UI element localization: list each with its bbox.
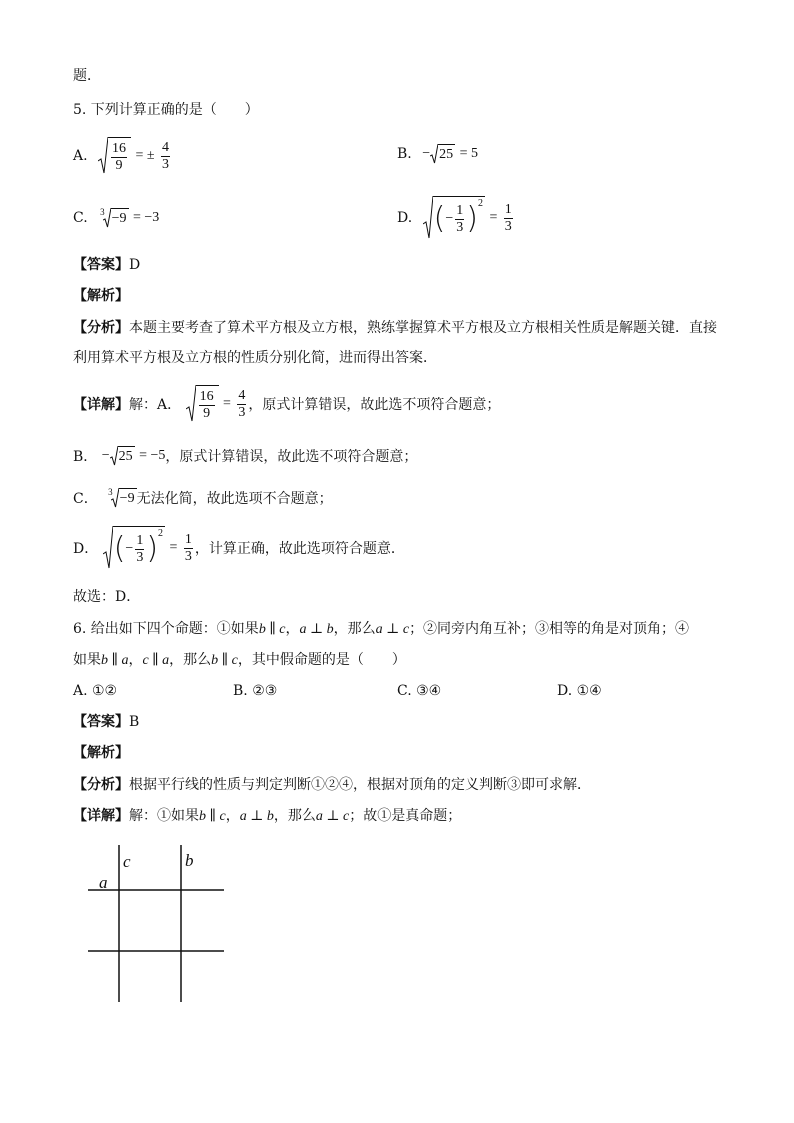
q5-option-b xyxy=(397,144,478,164)
radicand: −9 xyxy=(111,208,129,228)
label-b: b xyxy=(185,851,194,870)
sqrt xyxy=(110,446,135,466)
q5-option-a-letter: A. xyxy=(73,148,88,164)
q6-option-b: B. ②③ xyxy=(233,683,278,699)
detail-b-prefix: B． xyxy=(73,449,98,465)
math-a-perp-b: a ⊥ b xyxy=(299,622,334,637)
detail-b-text: ，原式计算错误，故此选不项符合题意； xyxy=(165,449,418,465)
eq: = xyxy=(223,396,231,411)
frac-den: 3 xyxy=(184,548,192,564)
answer-tag: 【答案】 xyxy=(73,714,129,730)
q5-detail-c xyxy=(73,488,333,508)
answer-tag: 【答案】 xyxy=(73,257,129,273)
frac-num: 4 xyxy=(238,387,246,403)
label-a: a xyxy=(99,873,108,892)
stem-text: 如果 xyxy=(73,652,101,668)
q5-fenxi-2: 利用算术平方根及立方根的性质分别化简，进而得出答案． xyxy=(73,350,437,366)
xiangjie-tag: 【详解】 xyxy=(73,808,129,824)
q5-option-c-rhs: = −3 xyxy=(132,210,160,225)
answer-value: B xyxy=(129,714,140,730)
rhs: = −5 xyxy=(139,448,166,463)
frac-num: 1 xyxy=(504,201,512,217)
detail-text: ；故①是真命题； xyxy=(349,808,462,824)
q5-detail-b xyxy=(73,446,417,466)
minus: − xyxy=(445,211,454,226)
label-c: c xyxy=(123,852,131,871)
q5-option-b-rhs: = 5 xyxy=(459,146,478,161)
frac-den: 3 xyxy=(456,219,464,235)
stem-text: ；②同旁内角互补；③相等的角是对顶角；④ xyxy=(409,621,690,637)
exponent: 2 xyxy=(477,197,483,209)
minus: − xyxy=(125,541,134,556)
sqrt: ( − $\frac{1}{3}$ ) 2 xyxy=(423,196,485,240)
q5-choose: 故选：D． xyxy=(73,589,141,605)
frac-den: 3 xyxy=(162,156,170,172)
eq: = xyxy=(169,540,178,555)
frac-num: 1 xyxy=(456,202,464,218)
math-b-parallel-c: b ∥ c xyxy=(258,622,286,637)
frac-den: 9 xyxy=(111,157,127,174)
q6-jiexi xyxy=(73,743,129,763)
jiexi-tag: 【解析】 xyxy=(73,288,129,304)
sqrt xyxy=(98,137,131,175)
comma: ， xyxy=(285,621,300,637)
sqrt: ( − $\frac{1}{3}$ ) 2 xyxy=(103,526,165,570)
fenxi-text: 本题主要考查了算术平方根及立方根，熟练掌握算术平方根及立方根相关性质是解题关键．直接 xyxy=(129,320,717,336)
radicand: −9 xyxy=(119,488,137,508)
fenxi-tag: 【分析】 xyxy=(73,320,129,336)
q5-option-d xyxy=(397,196,515,240)
math-b-parallel-c: b ∥ c xyxy=(211,653,238,668)
xiangjie-tag: 【详解】 xyxy=(73,397,129,413)
detail-text: 解：①如果 xyxy=(129,808,199,824)
radicand: 25 xyxy=(118,446,135,466)
detail-a-text: ，原式计算错误，故此选不项符合题意； xyxy=(248,397,501,413)
q5-detail-a xyxy=(73,385,500,423)
cube-root xyxy=(103,208,129,228)
q6-option-d: D. ①④ xyxy=(557,683,602,699)
stem-text: ，其中假命题的是（ ） xyxy=(237,652,406,668)
q5-option-b-minus: − xyxy=(422,146,431,161)
jiexi-tag: 【解析】 xyxy=(73,745,129,761)
fenxi-text: 根据平行线的性质与判定判断①②④，根据对顶角的定义判断③即可求解． xyxy=(129,777,591,793)
q5-option-a-eq: = ± xyxy=(135,148,155,163)
frac-num: 16 xyxy=(199,388,214,404)
sqrt xyxy=(186,385,219,423)
q5-jiexi xyxy=(73,286,129,306)
frac-num: 1 xyxy=(184,531,192,547)
q6-detail-1 xyxy=(73,806,461,827)
math-b-parallel-c: b ∥ c xyxy=(199,809,226,824)
q5-option-c-letter: C. xyxy=(73,210,88,226)
frac-den: 9 xyxy=(199,405,215,422)
stem-text: 6. 给出如下四个命题：①如果 xyxy=(73,621,259,637)
q5-detail-d xyxy=(73,526,405,570)
detail-a-prefix: 解：A． xyxy=(129,397,182,413)
stem-text: ，那么 xyxy=(333,621,376,637)
comma: ， xyxy=(225,808,240,824)
q5-stem: 5. 下列计算正确的是（ ） xyxy=(73,102,259,118)
frac-num: 1 xyxy=(136,532,144,548)
detail-d-prefix: D． xyxy=(73,541,99,557)
sqrt xyxy=(430,144,455,164)
q5-option-d-letter: D. xyxy=(397,210,413,226)
frac-den: 3 xyxy=(136,549,144,565)
radicand: 25 xyxy=(438,144,455,164)
detail-text: ，那么 xyxy=(273,808,316,824)
minus: − xyxy=(101,448,110,463)
q5-fenxi-1 xyxy=(73,318,717,338)
math-c-parallel-a: c ∥ a xyxy=(142,653,170,668)
math-a-perp-c: a ⊥ c xyxy=(375,622,410,637)
exponent: 2 xyxy=(158,527,164,539)
q6-fenxi xyxy=(73,775,591,795)
detail-c-prefix: C． xyxy=(73,491,98,507)
cube-root xyxy=(111,488,137,508)
math-b-parallel-a: b ∥ a xyxy=(101,653,129,668)
frac-num: 16 xyxy=(112,140,127,156)
cube-root-index: 3 xyxy=(108,487,113,497)
q5-answer xyxy=(73,255,140,275)
stem-text: ，那么 xyxy=(169,652,212,668)
q5-option-c xyxy=(73,208,159,228)
frac-den: 3 xyxy=(238,404,246,420)
parallel-lines-figure xyxy=(80,845,240,1010)
q6-answer xyxy=(73,712,139,732)
fenxi-tag: 【分析】 xyxy=(73,777,129,793)
carry-over-text: 题． xyxy=(73,68,101,84)
answer-value: D xyxy=(129,257,141,273)
q6-option-c: C. ③④ xyxy=(397,683,442,699)
q6-option-a: A. ①② xyxy=(73,683,118,699)
detail-c-text: 无法化简，故此选项不合题意； xyxy=(136,491,333,507)
q6-stem-line-2 xyxy=(73,650,406,671)
math-a-perp-c: a ⊥ c xyxy=(315,809,350,824)
math-a-perp-b: a ⊥ b xyxy=(239,809,274,824)
q5-option-b-letter: B. xyxy=(397,146,412,162)
cube-root-index: 3 xyxy=(100,207,105,217)
q5-option-d-eq: = xyxy=(489,210,498,225)
q6-stem-line-1 xyxy=(73,619,689,640)
frac-num: 4 xyxy=(162,139,170,155)
detail-d-text: ，计算正确，故此选项符合题意． xyxy=(194,541,405,557)
frac-den: 3 xyxy=(504,218,512,234)
comma: ， xyxy=(128,652,143,668)
q5-option-a xyxy=(73,137,172,175)
